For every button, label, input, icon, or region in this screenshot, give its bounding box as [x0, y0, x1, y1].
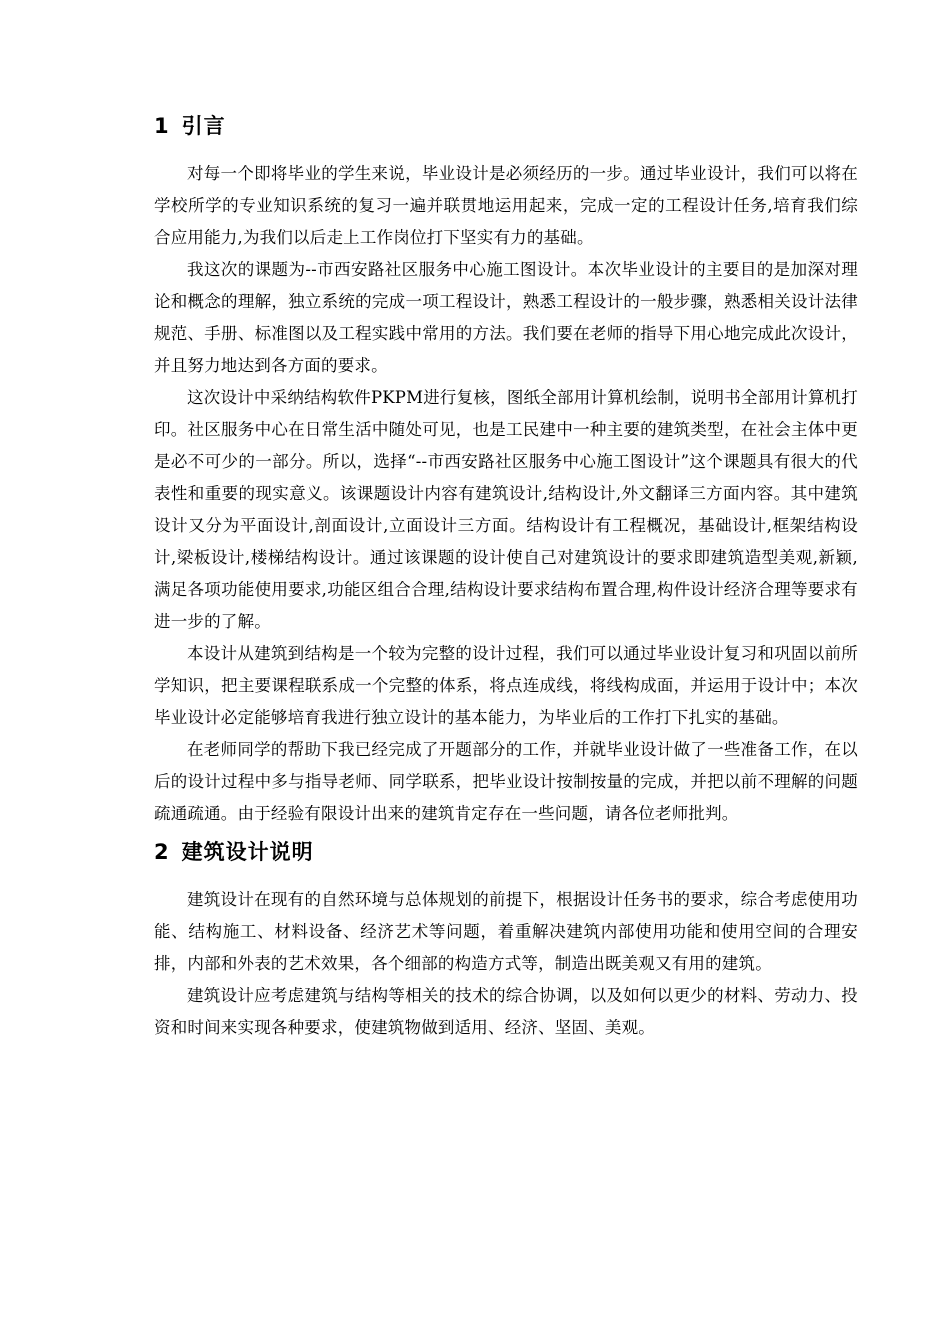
paragraph: 在老师同学的帮助下我已经完成了开题部分的工作，并就毕业设计做了一些准备工作，在以后的设计过程中多与指导老师、同学联系，把毕业设计按制按量的完成，并把以前不理解的问题疏通疏通。由于经验有限设计出来的建筑肯定存在一些问题，请各位老师批判。 [154, 740, 858, 823]
section-number: 2 [154, 840, 170, 864]
paragraph: 对每一个即将毕业的学生来说，毕业设计是必须经历的一步。通过毕业设计，我们可以将在学校所学的专业知识系统的复习一遍并联贯地运用起来，完成一定的工程设计任务,培育我们综合应用能力,为我们以后走上工作岗位打下坚实有力的基础。 [154, 164, 858, 247]
page-content [154, 110, 858, 1044]
paragraph: 我这次的课题为--市西安路社区服务中心施工图设计。本次毕业设计的主要目的是加深对理论和概念的理解，独立系统的完成一项工程设计，熟悉工程设计的一般步骤，熟悉相关设计法律规范、手册、标准图以及工程实践中常用的方法。我们要在老师的指导下用心地完成此次设计，并且努力地达到各方面的要求。 [154, 260, 858, 375]
section-number: 1 [154, 114, 170, 138]
section-title: 引言 [181, 114, 226, 138]
paragraph: 建筑设计在现有的自然环境与总体规划的前提下，根据设计任务书的要求，综合考虑使用功能、结构施工、材料设备、经济艺术等问题，着重解决建筑内部使用功能和使用空间的合理安排，内部和外表的艺术效果，各个细部的构造方式等，制造出既美观又有用的建筑。 [154, 890, 858, 973]
section-title: 建筑设计说明 [181, 840, 314, 864]
section-heading-introduction [154, 110, 858, 142]
paragraph: 这次设计中采纳结构软件PKPM进行复核，图纸全部用计算机绘制，说明书全部用计算机打印。社区服务中心在日常生活中随处可见，也是工民建中一种主要的建筑类型，在社会主体中更是必不可少的一部分。所以，选择“--市西安路社区服务中心施工图设计”这个课题具有很大的代表性和重要的现实意义。该课题设计内容有建筑设计,结构设计,外文翻译三方面内容。其中建筑设计又分为平面设计,剖面设计,立面设计三方面。结构设计有工程概况，基础设计,框架结构设计,梁板设计,楼梯结构设计。通过该课题的设计使自己对建筑设计的要求即建筑造型美观,新颖,满足各项功能使用要求,功能区组合合理,结构设计要求结构布置合理,构件设计经济合理等要求有进一步的了解。 [154, 388, 858, 631]
paragraph: 建筑设计应考虑建筑与结构等相关的技术的综合协调，以及如何以更少的材料、劳动力、投资和时间来实现各种要求，使建筑物做到适用、经济、坚固、美观。 [154, 986, 858, 1037]
section-heading-architectural-design [154, 836, 858, 868]
paragraph: 本设计从建筑到结构是一个较为完整的设计过程，我们可以通过毕业设计复习和巩固以前所学知识，把主要课程联系成一个完整的体系，将点连成线，将线构成面，并运用于设计中；本次毕业设计必定能够培育我进行独立设计的基本能力，为毕业后的工作打下扎实的基础。 [154, 644, 858, 727]
